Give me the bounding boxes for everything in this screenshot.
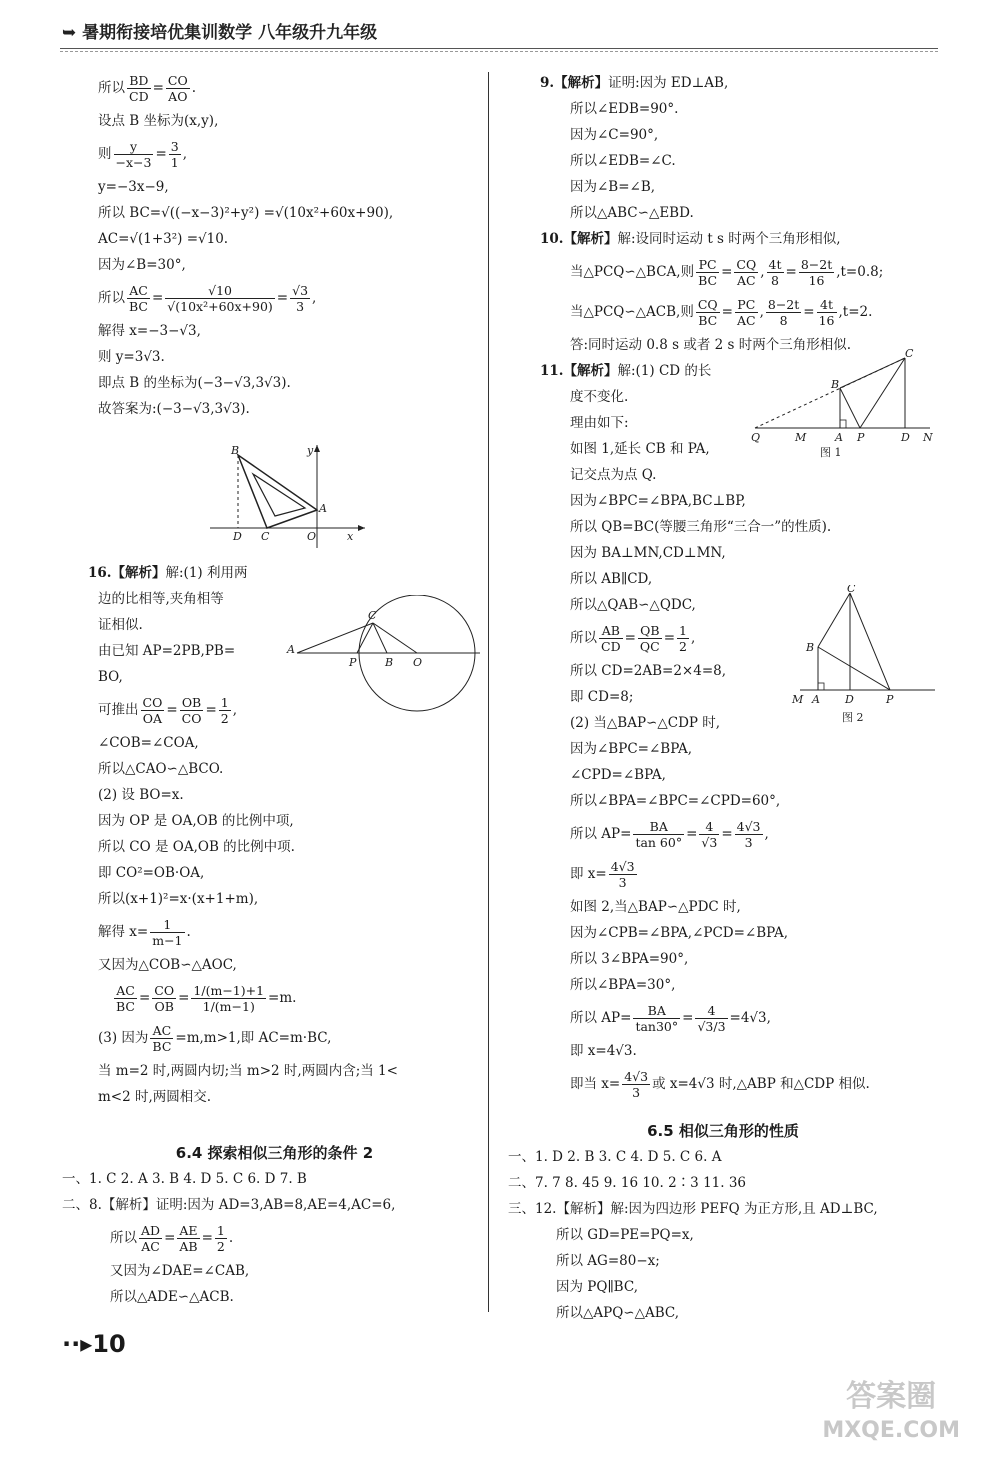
- section-6-4: [62, 1140, 487, 1310]
- left-line: 所以(x+1)²=x·(x+1+m),: [98, 891, 259, 907]
- right-line: 所以△QAB∽△QDC,: [570, 597, 696, 613]
- svg-text:M: M: [792, 693, 804, 706]
- right-line: 所以△APQ∽△ABC,: [556, 1305, 680, 1321]
- left-line: 解得 x=−3−√3,: [98, 323, 201, 339]
- right-line: 所以 $\frac{AB}{CD}$ = $\frac{QB}{QC}$ = $\frac{1}{2}$ ,: [570, 623, 696, 654]
- right-line: ∠CPD=∠BPA,: [570, 767, 666, 783]
- left-line: ∠COB=∠COA,: [98, 735, 199, 751]
- right-line: 9.【解析】证明:因为 ED⊥AB,: [540, 75, 729, 91]
- svg-text:A: A: [835, 431, 843, 444]
- svg-text:O: O: [307, 530, 317, 543]
- svg-text:图 2: 图 2: [842, 711, 864, 724]
- left-line: 16.【解析】解:(1) 利用两: [88, 565, 248, 581]
- left-line: 所以△ADE∽△ACB.: [110, 1289, 234, 1305]
- left-line: 所以 $\frac{AD}{AC}$ = $\frac{AE}{AB}$ = $\frac{1}{2}$ .: [110, 1223, 234, 1254]
- right-line: 所以△ABC∽△EBD.: [570, 205, 694, 221]
- svg-text:C: C: [261, 530, 270, 543]
- right-line: 即当 x= $\frac{4√3}{3}$ 或 x=4√3 时,△ABP 和△CDP 相似.: [570, 1069, 870, 1100]
- left-line: 一、1. C 2. A 3. B 4. D 5. C 6. D 7. B: [62, 1171, 307, 1187]
- left-line: 所以 $\frac{AC}{BC}$ = $\frac{√10}{\text{√(10x²+60x+90)}}$ = $\frac{√3}{3}$ ,: [98, 283, 317, 314]
- right-line: 当△PCQ∽△BCA,则 $\frac{PC}{BC}$ = $\frac{CQ}{AC}$ , $\frac{4t}{8}$ = $\frac{8-2t}{16}$ ,t=0.8;: [570, 257, 884, 288]
- coordinate-figure: [205, 440, 370, 550]
- right-line: 所以 AG=80−x;: [556, 1253, 660, 1269]
- left-line: 即 CO²=OB·OA,: [98, 865, 205, 881]
- right-line: 因为∠C=90°,: [570, 127, 659, 143]
- right-line: 二、7. 7 8. 45 9. 16 10. 2∶3 11. 36: [508, 1175, 747, 1191]
- left-line: 可推出 $\frac{CO}{OA}$ = $\frac{OB}{CO}$ = $\frac{1}{2}$ ,: [98, 695, 237, 726]
- right-line: 所以 QB=BC(等腰三角形“三合一”的性质).: [570, 519, 832, 535]
- left-line: AC=√(1+3²) =√10.: [98, 231, 229, 247]
- svg-text:P: P: [349, 656, 357, 669]
- left-line: $\frac{AC}{BC}$ = $\frac{CO}{OB}$ = $\frac{1/(m-1)+1}{1/(m-1)}$ =m.: [116, 983, 297, 1014]
- section-title-6-4: 6.4 探索相似三角形的条件 2: [175, 1144, 374, 1162]
- section-6-5: [508, 1118, 938, 1326]
- left-line: 则 y=3√3.: [98, 349, 165, 365]
- left-column: [88, 68, 483, 422]
- watermark-logo: 答案圈 MXQE.COM: [822, 1379, 960, 1443]
- right-line: 11.【解析】解:(1) CD 的长: [540, 363, 712, 379]
- left-line: 即点 B 的坐标为(−3−√3,3√3).: [98, 375, 291, 391]
- right-line: 因为 PQ∥BC,: [556, 1279, 638, 1295]
- right-line: 当△PCQ∽△ACB,则 $\frac{CQ}{BC}$ = $\frac{PC}{AC}$ , $\frac{8-2t}{8}$ = $\frac{4t}{16}$ ,t=2.: [570, 297, 873, 328]
- left-line: 设点 B 坐标为(x,y),: [98, 113, 219, 129]
- page-number: ··▸10: [62, 1330, 126, 1358]
- left-line: 所以 CO 是 OA,OB 的比例中项.: [98, 839, 295, 855]
- right-line: 10.【解析】解:设同时运动 t s 时两个三角形相似,: [540, 231, 841, 247]
- svg-text:M: M: [795, 431, 807, 444]
- right-line: 所以 AP= $\frac{BA}{\tan 30^\circ}$ = $\frac{4}{√3/3}$ =4√3,: [570, 1003, 771, 1034]
- header-rule-dashed: [60, 51, 938, 52]
- right-line: 所以 GD=PE=PQ=x,: [556, 1227, 694, 1243]
- left-line: y=−3x−9,: [98, 179, 169, 195]
- left-line: 边的比相等,夹角相等: [98, 591, 224, 607]
- left-line: 证相似.: [98, 617, 143, 633]
- right-line: 答:同时运动 0.8 s 或者 2 s 时两个三角形相似.: [570, 337, 852, 353]
- right-line: 因为∠CPB=∠BPA,∠PCD=∠BPA,: [570, 925, 789, 941]
- svg-text:D: D: [901, 431, 910, 444]
- left-line: 因为 OP 是 OA,OB 的比例中项,: [98, 813, 294, 829]
- left-line: 所以△CAO∽△BCO.: [98, 761, 224, 777]
- left-line: 又因为△COB∽△AOC,: [98, 957, 237, 973]
- circle-figure: [285, 595, 485, 720]
- svg-text:C: C: [368, 609, 377, 622]
- right-line: 一、1. D 2. B 3. C 4. D 5. C 6. A: [508, 1149, 722, 1165]
- svg-text:B: B: [385, 656, 394, 669]
- right-line: 记交点为点 Q.: [570, 467, 657, 483]
- right-line: 因为∠B=∠B,: [570, 179, 656, 195]
- right-line: 所以 AP= $\frac{BA}{\tan 60^\circ}$ = $\frac{4}{√3}$ = $\frac{4√3}{3}$ ,: [570, 819, 769, 850]
- right-line: 即 x= $\frac{4√3}{3}$: [570, 859, 635, 890]
- right-line: 所以 CD=2AB=2×4=8,: [570, 663, 727, 679]
- left-line: 二、8.【解析】证明:因为 AD=3,AB=8,AE=4,AC=6,: [62, 1197, 396, 1213]
- left-line: 解得 x= $\frac{1}{m-1}$ .: [98, 917, 191, 948]
- svg-text:D: D: [845, 693, 854, 706]
- svg-text:Q: Q: [751, 431, 761, 444]
- right-line: 因为∠BPC=∠BPA,: [570, 741, 693, 757]
- right-line: 所以∠BPA=∠BPC=∠CPD=60°,: [570, 793, 781, 809]
- svg-text:B: B: [806, 641, 815, 654]
- svg-text:B: B: [231, 444, 240, 457]
- svg-text:C: C: [905, 348, 914, 360]
- left-line: 又因为∠DAE=∠CAB,: [110, 1263, 250, 1279]
- left-line: 所以 BC=√((−x−3)²+y²) =√(10x²+60x+90),: [98, 205, 394, 221]
- right-line: 即 CD=8;: [570, 689, 634, 705]
- left-line: 当 m=2 时,两圆内切;当 m>2 时,两圆内含;当 1<: [98, 1063, 398, 1079]
- right-line: 三、12.【解析】解:因为四边形 PEFQ 为正方形,且 AD⊥BC,: [508, 1201, 878, 1217]
- svg-text:A: A: [812, 693, 820, 706]
- left-line: 由已知 AP=2PB,PB=: [98, 643, 236, 659]
- right-line: 所以∠EDB=∠C.: [570, 153, 676, 169]
- right-line: 所以 3∠BPA=90°,: [570, 951, 689, 967]
- svg-text:图 1: 图 1: [820, 446, 842, 459]
- figure-2: [790, 585, 940, 730]
- right-line: 所以 AB∥CD,: [570, 571, 653, 587]
- svg-text:x: x: [347, 530, 354, 543]
- section-title-6-5: 6.5 相似三角形的性质: [647, 1122, 799, 1140]
- right-line: 如图 1,延长 CB 和 PA,: [570, 441, 710, 457]
- header-title: ➥ 暑期衔接培优集训数学 八年级升九年级: [62, 23, 378, 43]
- header-rule: [60, 48, 938, 49]
- left-line: 故答案为:(−3−√3,3√3).: [98, 401, 250, 417]
- svg-text:A: A: [319, 502, 327, 515]
- svg-text:A: A: [287, 643, 295, 656]
- svg-text:O: O: [413, 656, 423, 669]
- right-line: 因为∠BPC=∠BPA,BC⊥BP,: [570, 493, 746, 509]
- left-line: 因为∠B=30°,: [98, 257, 186, 273]
- svg-text:P: P: [857, 431, 865, 444]
- svg-text:P: P: [886, 693, 894, 706]
- svg-text:N: N: [923, 431, 933, 444]
- right-line: 度不变化.: [570, 389, 629, 405]
- left-line: m<2 时,两圆相交.: [98, 1089, 212, 1105]
- right-line: 因为 BA⊥MN,CD⊥MN,: [570, 545, 726, 561]
- right-line: 即 x=4√3.: [570, 1043, 637, 1059]
- figure-1: [745, 348, 940, 463]
- column-divider: [488, 72, 489, 1312]
- left-line: (2) 设 BO=x.: [98, 787, 184, 803]
- svg-text:C: C: [847, 585, 856, 595]
- svg-text:D: D: [233, 530, 242, 543]
- right-line: 所以∠BPA=30°,: [570, 977, 676, 993]
- svg-text:B: B: [831, 378, 840, 391]
- left-line: (3) 因为 $\frac{AC}{BC}$ =m,m>1,即 AC=m·BC,: [98, 1023, 332, 1054]
- right-line: 所以∠EDB=90°.: [570, 101, 679, 117]
- right-line: 理由如下:: [570, 415, 629, 431]
- left-line: 则 $\frac{y}{-x-3}$ = $\frac{3}{1}$ ,: [98, 139, 188, 170]
- svg-text:y: y: [307, 444, 314, 457]
- right-line: 如图 2,当△BAP∽△PDC 时,: [570, 899, 741, 915]
- right-line: (2) 当△BAP∽△CDP 时,: [570, 715, 721, 731]
- left-line: 所以 $\frac{BD}{CD}$ = $\frac{CO}{AO}$ .: [98, 73, 197, 104]
- left-line: BO,: [98, 669, 123, 685]
